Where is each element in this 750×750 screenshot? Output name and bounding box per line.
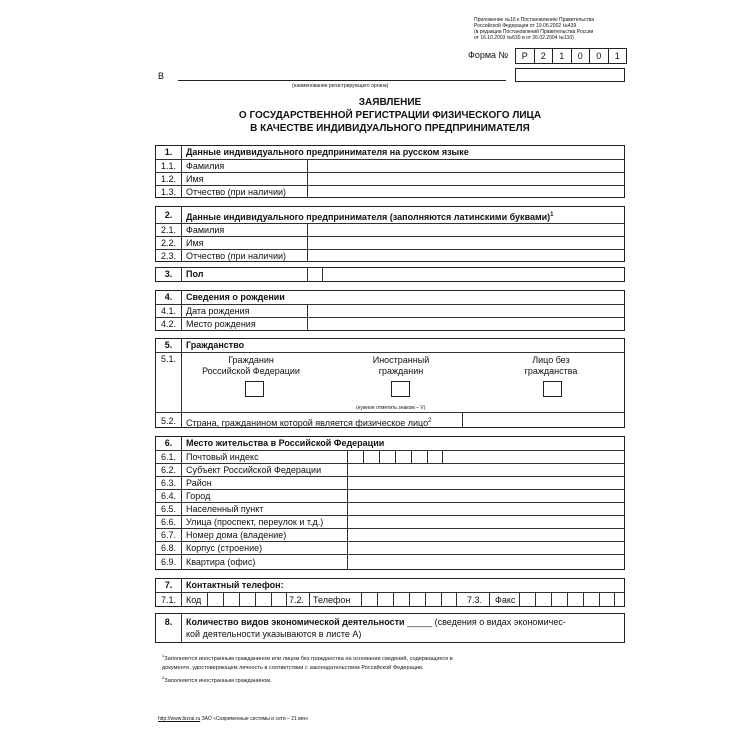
form-code-char: 0 bbox=[572, 49, 591, 63]
apartment-input[interactable] bbox=[347, 555, 624, 570]
postal-digit-cell[interactable] bbox=[395, 451, 410, 463]
row-birth-date: 4.1. Дата рождения bbox=[156, 304, 624, 317]
fax-digit-cell[interactable] bbox=[535, 593, 550, 607]
row-postal-code: 6.1. Почтовый индекс bbox=[156, 450, 624, 463]
fax-digit-cell[interactable] bbox=[599, 593, 615, 607]
settlement-input[interactable] bbox=[347, 503, 624, 515]
row-patronymic-latin: 2.3. Отчество (при наличии) bbox=[156, 249, 624, 262]
to-label: В bbox=[158, 71, 165, 81]
section-4-birth bbox=[155, 290, 625, 331]
section-3-sex: 3. Пол bbox=[155, 267, 625, 282]
option-foreign-citizen: Иностранный гражданин bbox=[372, 355, 430, 376]
section-5-header: 5. Гражданство bbox=[156, 339, 624, 352]
section-6-header: 6. Место жительства в Российской Федерации bbox=[156, 437, 624, 450]
code-digit-cell[interactable] bbox=[223, 593, 238, 607]
row-building: 6.8. Корпус (строение) bbox=[156, 541, 624, 554]
code-digit-cell[interactable] bbox=[255, 593, 270, 607]
row-house: 6.7. Номер дома (владение) bbox=[156, 528, 624, 541]
section-2-header: 2. Данные индивидуального предпринимателя (заполняются латинскими буквами)$^1$ bbox=[156, 207, 624, 223]
phone-digit-cell[interactable] bbox=[441, 593, 457, 607]
house-input[interactable] bbox=[347, 529, 624, 541]
postal-digit-cell[interactable] bbox=[347, 451, 362, 463]
row-district: 6.3. Район bbox=[156, 476, 624, 489]
option-stateless: Лицо без гражданства bbox=[524, 355, 578, 376]
building-input[interactable] bbox=[347, 542, 624, 554]
footnotes: $^1$Заполняется иностранным гражданином или лицом без гражданства на основании сведений, содержащихся в документе, удостоверяющем личность в соответствии с законодательством Российской Федерации. $^2$Заполняется иностранным гражданином. bbox=[162, 653, 453, 684]
name-input[interactable] bbox=[307, 173, 624, 185]
code-digit-cell[interactable] bbox=[239, 593, 254, 607]
section-7-phone bbox=[155, 578, 625, 607]
fax-digit-cell[interactable] bbox=[551, 593, 566, 607]
form-code-char: 1 bbox=[614, 51, 620, 61]
citizenship-options: 5.1. Гражданин Российской Федерации Иностранный гражданин Лицо без гражданства (нужное отметить знаком – V) bbox=[156, 352, 624, 412]
document-title: ЗАЯВЛЕНИЕ О ГОСУДАРСТВЕННОЙ РЕГИСТРАЦИИ ФИЗИЧЕСКОГО ЛИЦА В КАЧЕСТВЕ ИНДИВИДУАЛЬНОГО ПРЕДПРИНИМАТЕЛЯ bbox=[238, 97, 542, 134]
checkbox-note: (нужное отметить знаком – V) bbox=[356, 405, 426, 411]
city-input[interactable] bbox=[347, 490, 624, 502]
name-latin-input[interactable] bbox=[307, 237, 624, 249]
option-rf-citizen: Гражданин Российской Федерации bbox=[202, 355, 300, 376]
phone-digit-cell[interactable] bbox=[393, 593, 408, 607]
row-birth-place: 4.2. Место рождения bbox=[156, 317, 624, 331]
section-6-residence bbox=[155, 436, 625, 570]
registration-number-box[interactable] bbox=[515, 68, 625, 82]
form-code-char: 1 bbox=[553, 49, 572, 63]
row-surname-latin: 2.1. Фамилия bbox=[156, 223, 624, 236]
row-settlement: 6.5. Населенный пункт bbox=[156, 502, 624, 515]
section-8-activities: 8. Количество видов экономической деятельности _____ (сведения о видах экономичес- кой деятельности указываются в листе А) bbox=[155, 613, 625, 643]
postal-digit-cell[interactable] bbox=[379, 451, 394, 463]
form-code-char: 2 bbox=[535, 49, 554, 63]
phone-label: Телефон bbox=[313, 595, 351, 605]
code-digit-cell[interactable] bbox=[271, 593, 287, 607]
phone-digit-cell[interactable] bbox=[361, 593, 376, 607]
phone-digit-cell[interactable] bbox=[409, 593, 424, 607]
form-code-char: Р bbox=[516, 49, 535, 63]
region-input[interactable] bbox=[347, 464, 624, 476]
section-5-citizenship bbox=[155, 338, 625, 428]
row-surname: 1.1. Фамилия bbox=[156, 159, 624, 172]
row-name: 1.2. Имя bbox=[156, 172, 624, 185]
code-digit-cell[interactable] bbox=[207, 593, 222, 607]
fax-label: Факс bbox=[495, 595, 516, 605]
row-apartment: 6.9. Квартира (офис) bbox=[156, 554, 624, 570]
birth-date-input[interactable] bbox=[307, 305, 624, 317]
activities-text: Количество видов экономической деятельности _____ (сведения о видах экономичес- кой деятельности указываются в листе А) bbox=[186, 617, 566, 639]
row-street: 6.6. Улица (проспект, переулок и т.д.) bbox=[156, 515, 624, 528]
district-input[interactable] bbox=[347, 477, 624, 489]
row-name-latin: 2.2. Имя bbox=[156, 236, 624, 249]
footer-company: ЗАО «Современные системы и сети – 21 век» bbox=[201, 716, 309, 722]
postal-digit-cell[interactable] bbox=[363, 451, 378, 463]
fax-subnum: 7.3. bbox=[467, 595, 483, 605]
fax-digit-cell[interactable] bbox=[519, 593, 534, 607]
checkbox-foreign-citizen[interactable] bbox=[391, 381, 410, 397]
citizenship-country-input[interactable] bbox=[462, 413, 624, 428]
phone-digit-cell[interactable] bbox=[425, 593, 440, 607]
footer bbox=[158, 716, 309, 722]
authority-input-line[interactable] bbox=[178, 80, 506, 81]
phone-row: 7.1. Код 7.2. Телефон 7.3. Факс bbox=[156, 592, 624, 607]
section-4-header: 4. Сведения о рождении bbox=[156, 291, 624, 304]
footer-link[interactable]: http://www.bizrai.ru bbox=[158, 716, 201, 722]
fax-digit-cell[interactable] bbox=[583, 593, 598, 607]
form-number-label: Форма № bbox=[468, 50, 509, 60]
phone-subnum: 7.2. bbox=[289, 595, 305, 605]
checkbox-rf-citizen[interactable] bbox=[245, 381, 264, 397]
activities-count-input[interactable]: _____ bbox=[407, 617, 433, 627]
row-city: 6.4. Город bbox=[156, 489, 624, 502]
patronymic-latin-input[interactable] bbox=[307, 250, 624, 262]
form-number-code bbox=[515, 48, 627, 64]
legal-reference: Приложение №16 к Постановлению Правительства Российской Федерации от 19.06.2002 №439 (в редакции Постановлений Правительства России от 16.10.2003 №630 и от 26.02.2004 №110) bbox=[474, 17, 595, 41]
row-region: 6.2. Субъект Российской Федерации bbox=[156, 463, 624, 476]
sex-input[interactable] bbox=[307, 268, 323, 281]
section-7-header: 7. Контактный телефон: bbox=[156, 579, 624, 592]
surname-input[interactable] bbox=[307, 160, 624, 172]
street-input[interactable] bbox=[347, 516, 624, 528]
postal-digit-cell[interactable] bbox=[411, 451, 426, 463]
section-1-header: 1. Данные индивидуального предпринимателя на русском языке bbox=[156, 146, 624, 159]
fax-digit-cell[interactable] bbox=[567, 593, 582, 607]
section-1-ru-data bbox=[155, 145, 625, 198]
row-citizenship-country: 5.2. Страна, гражданином которой является физическое лицо$^2$ bbox=[156, 412, 624, 428]
row-patronymic: 1.3. Отчество (при наличии) bbox=[156, 185, 624, 198]
patronymic-input[interactable] bbox=[307, 186, 624, 198]
phone-digit-cell[interactable] bbox=[377, 593, 392, 607]
checkbox-stateless[interactable] bbox=[543, 381, 562, 397]
postal-digit-cell[interactable] bbox=[427, 451, 443, 463]
authority-caption: (наименование регистрирующего органа) bbox=[292, 83, 389, 89]
birth-place-input[interactable] bbox=[307, 318, 624, 331]
form-code-char: 0 bbox=[590, 49, 609, 63]
section-2-latin-data bbox=[155, 206, 625, 262]
surname-latin-input[interactable] bbox=[307, 224, 624, 236]
